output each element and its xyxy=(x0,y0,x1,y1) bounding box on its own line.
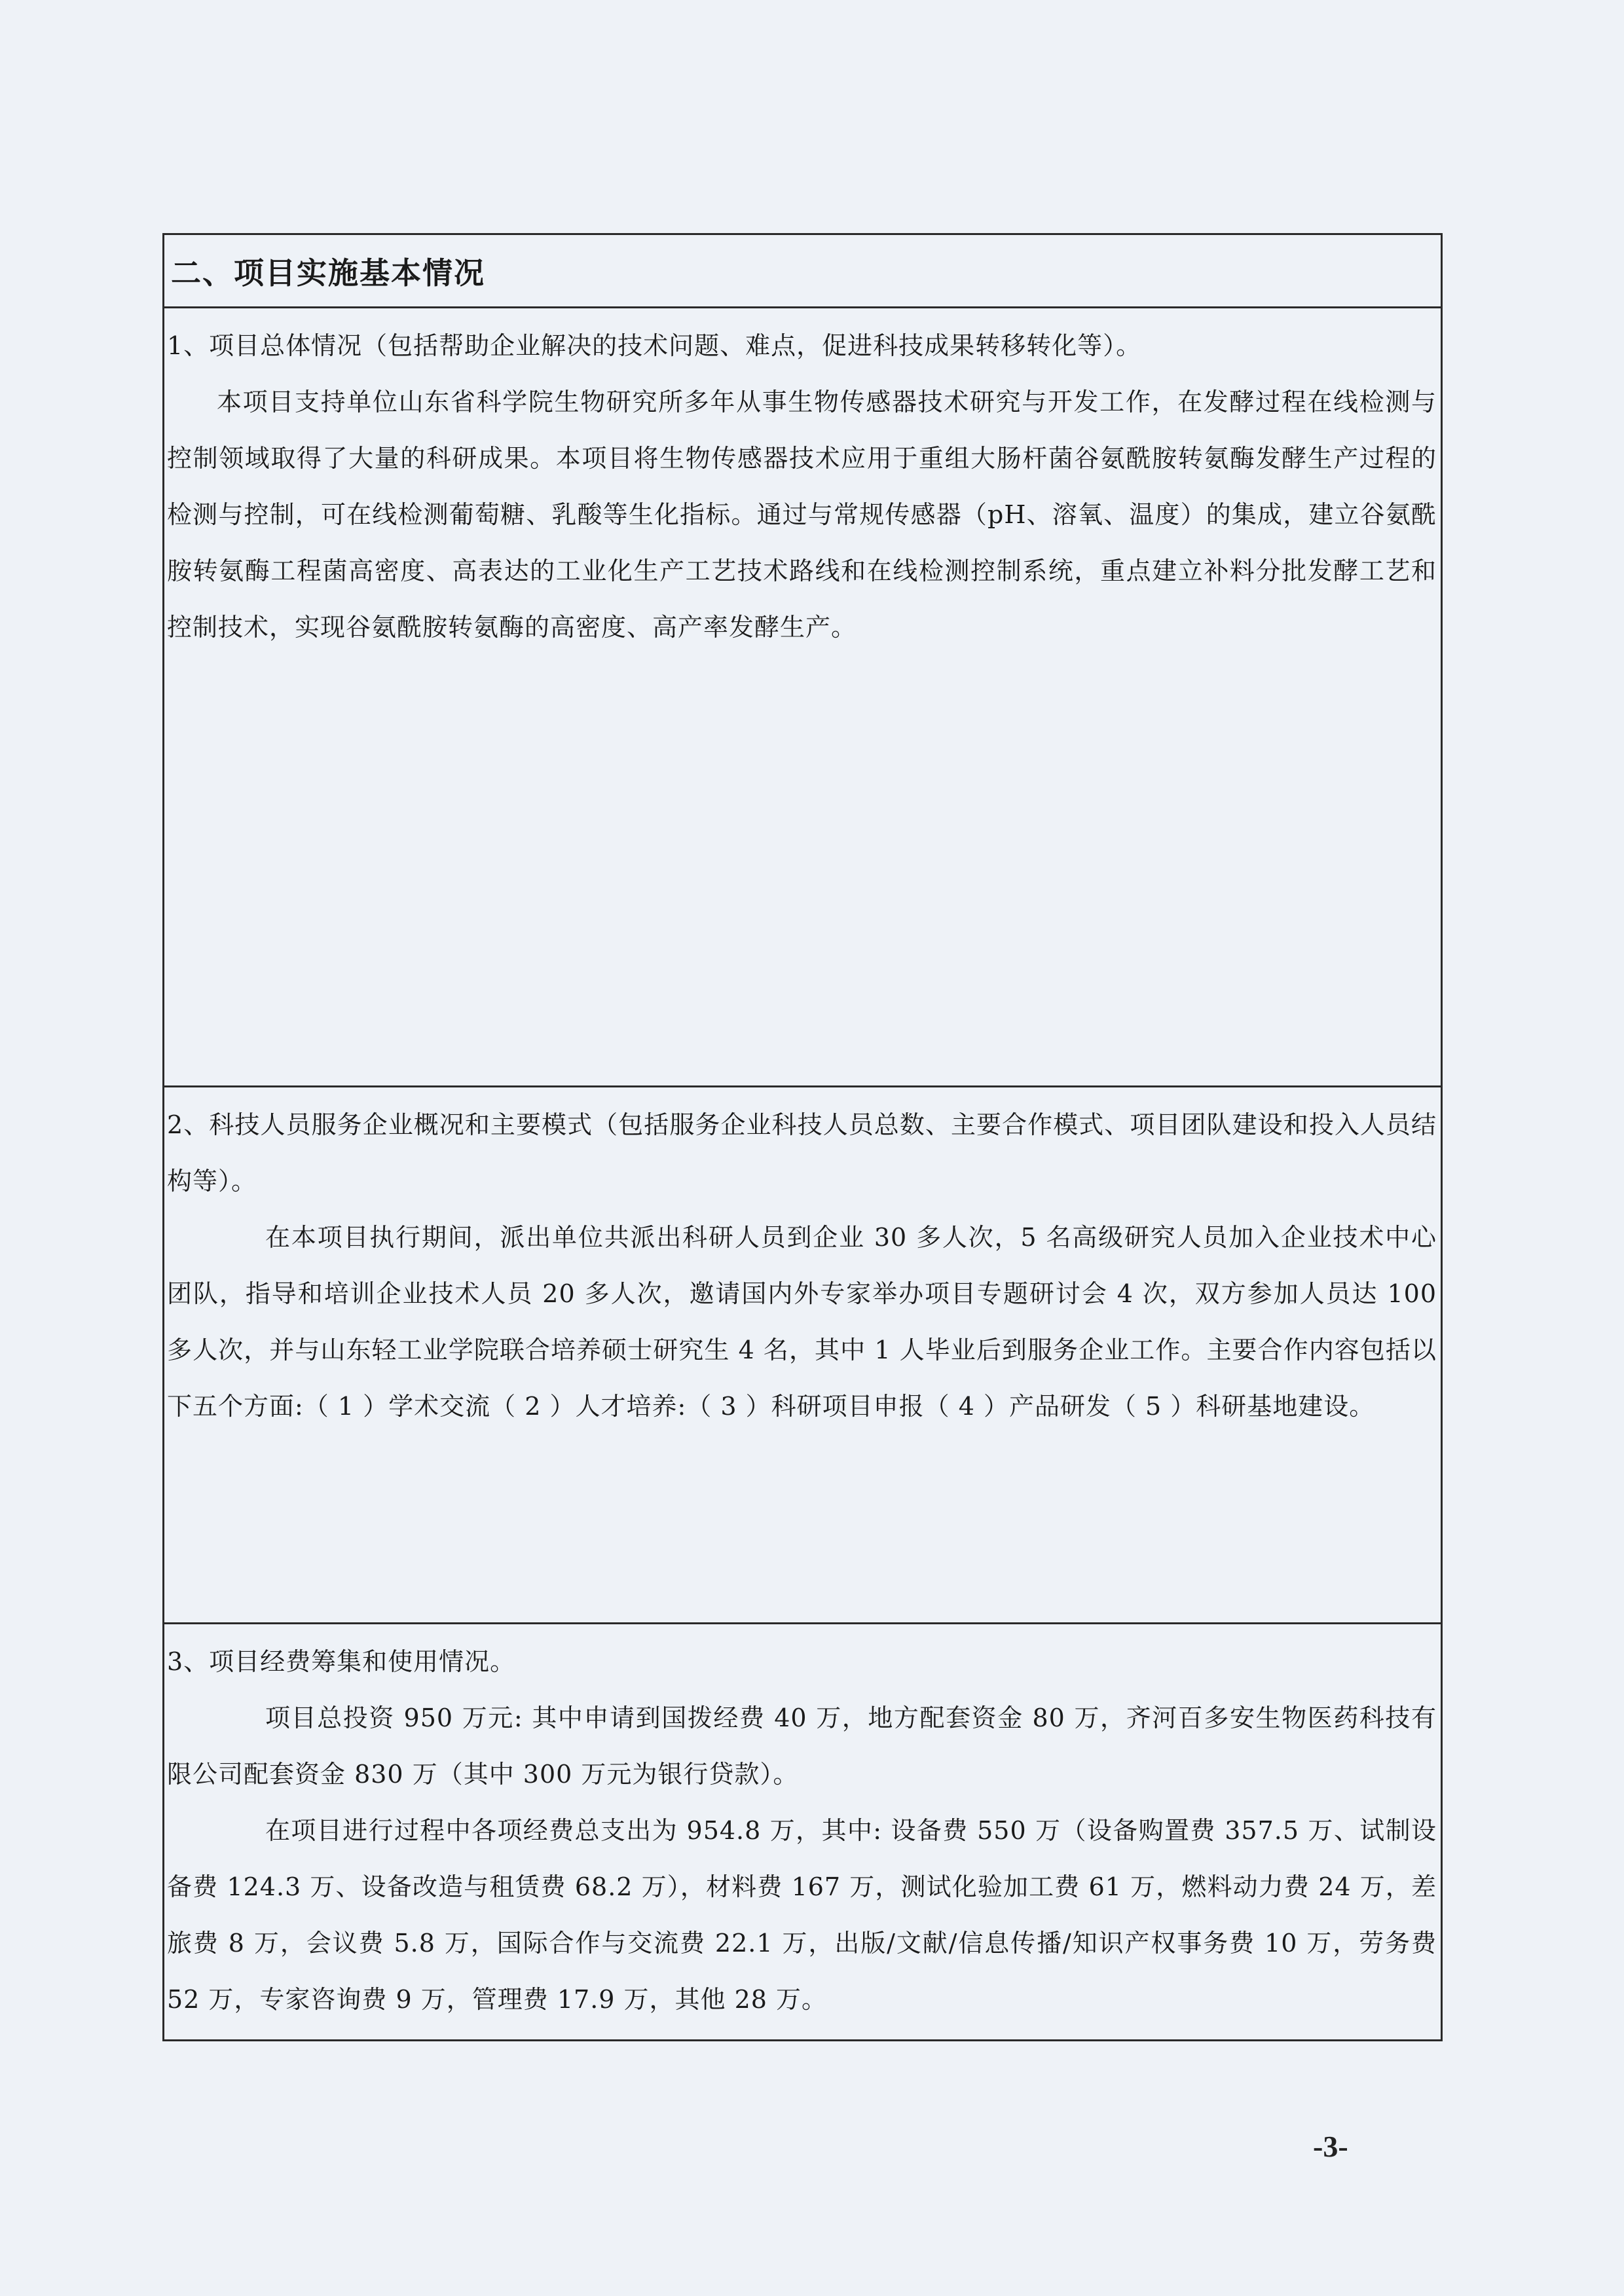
section-1-paragraph: 本项目支持单位山东省科学院生物研究所多年从事生物传感器技术研究与开发工作，在发酵过程在线检测与控制领域取得了大量的科研成果。本项目将生物传感器技术应用于重组大肠杆菌谷氨酰胺转氨酶发酵生产过程的检测与控制，可在线检测葡萄糖、乳酸等生化指标。通过与常规传感器（pH、溶氧、温度）的集成，建立谷氨酰胺转氨酶工程菌高密度、高表达的工业化生产工艺技术路线和在线检测控制系统，重点建立补料分批发酵工艺和控制技术，实现谷氨酰胺转氨酶的高密度、高产率发酵生产。 xyxy=(167,388,1437,642)
section-2-paragraph: 在本项目执行期间，派出单位共派出科研人员到企业 30 多人次，5 名高级研究人员加入企业技术中心团队，指导和培训企业技术人员 20 多人次，邀请国内外专家举办项目专题研讨会 4 次，双方参加人员达 100 多人次，并与山东轻工业学院联合培养硕士研究生 4 名，其中 1 人毕业后到服务企业工作。主要合作内容包括以下五个方面:（ 1 ）学术交流（ 2 ）人才培养:（ 3 ）科研项目申报（ 4 ）产品研发（ 5 ）科研基地建设。 xyxy=(167,1223,1437,1421)
section-header-title: 二、项目实施基本情况 xyxy=(171,255,485,291)
section-1-title: 1、项目总体情况（包括帮助企业解决的技术问题、难点，促进科技成果转移转化等）。 xyxy=(167,331,1142,360)
section-3-paragraph-investment: 项目总投资 950 万元: 其中申请到国拨经费 40 万，地方配套资金 80 万，齐河百多安生物医药科技有限公司配套资金 830 万（其中 300 万元为银行贷款）。 xyxy=(167,1704,1437,1789)
section-header-row xyxy=(164,235,1441,308)
page-number: -3- xyxy=(1313,2130,1348,2163)
section-staff-service xyxy=(164,1087,1441,1624)
section-3-paragraph-expenditure: 在项目进行过程中各项经费总支出为 954.8 万，其中: 设备费 550 万（设备购置费 357.5 万、试制设备费 124.3 万、设备改造与租赁费 68.2 万），材料费 167 万，测试化验加工费 61 万，燃料动力费 24 万，差旅费 8 万，会议费 5.8 万，国际合作与交流费 22.1 万，出版/文献/信息传播/知识产权事务费 10 万，劳务费 52 万，专家咨询费 9 万，管理费 17.9 万，其他 28 万。 xyxy=(167,1816,1437,2014)
section-3-title: 3、项目经费筹集和使用情况。 xyxy=(167,1647,516,1676)
section-2-title: 2、科技人员服务企业概况和主要模式（包括服务企业科技人员总数、主要合作模式、项目团队建设和投入人员结构等）。 xyxy=(167,1110,1437,1195)
section-overview xyxy=(164,308,1441,1087)
section-funding xyxy=(164,1624,1441,2039)
form-table xyxy=(162,233,1443,2041)
